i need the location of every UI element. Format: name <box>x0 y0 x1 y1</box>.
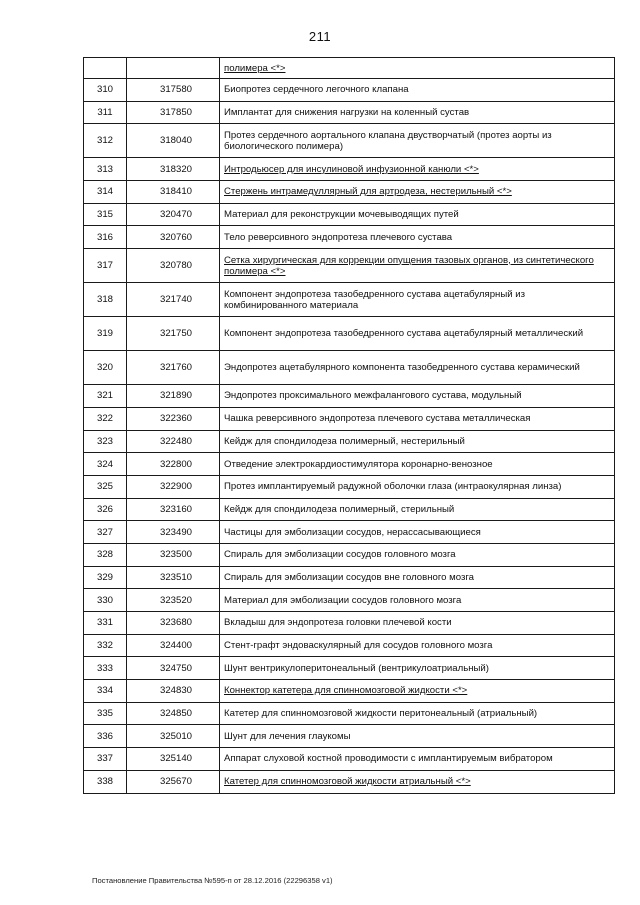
row-number-cell-text: 326 <box>96 503 113 515</box>
table-row <box>84 566 615 589</box>
row-code-cell-text: 324400 <box>159 640 192 652</box>
row-number-cell-text: 329 <box>96 571 113 583</box>
row-number-cell <box>84 589 127 612</box>
row-name-cell <box>220 453 615 476</box>
row-code-cell <box>127 770 220 793</box>
row-code-cell <box>127 702 220 725</box>
row-number-cell <box>84 101 127 124</box>
row-number-cell <box>84 407 127 430</box>
continuation-text: полимера <*> <box>224 62 286 74</box>
table-row <box>84 430 615 453</box>
row-name-cell <box>220 407 615 430</box>
row-code-cell-text: 325010 <box>159 730 192 742</box>
row-code-cell-text: 322800 <box>159 458 192 470</box>
row-name-cell <box>220 680 615 703</box>
row-number-cell-text: 324 <box>96 458 113 470</box>
row-number-cell-text: 328 <box>96 549 113 561</box>
row-name-cell-text: Стент-графт эндоваскулярный для сосудов головного мозга <box>224 640 493 652</box>
row-code-cell <box>127 498 220 521</box>
row-code-cell <box>127 249 220 283</box>
registry-table <box>83 57 615 794</box>
row-code-cell <box>127 351 220 385</box>
row-name-cell-text: Коннектор катетера для спинномозговой жидкости <*> <box>224 685 468 697</box>
row-number-cell <box>84 634 127 657</box>
row-name-cell-text: Кейдж для спондилодеза полимерный, стерильный <box>224 503 455 515</box>
row-number-cell <box>84 748 127 771</box>
row-code-cell <box>127 543 220 566</box>
row-code-cell-text: 321890 <box>159 390 192 402</box>
row-code-cell-text: 323160 <box>159 503 192 515</box>
row-code-cell <box>127 283 220 317</box>
row-code-cell <box>127 680 220 703</box>
row-name-cell <box>220 385 615 408</box>
row-number-cell <box>84 680 127 703</box>
row-name-cell-text: Катетер для спинномозговой жидкости перитонеальный (атриальный) <box>224 708 538 720</box>
row-name-cell-text: Аппарат слуховой костной проводимости с имплантируемым вибратором <box>224 753 553 765</box>
row-name-cell <box>220 203 615 226</box>
row-name-cell <box>220 430 615 453</box>
row-name-cell <box>220 283 615 317</box>
row-number-cell-text: 315 <box>96 209 113 221</box>
row-name-cell-text: Кейдж для спондилодеза полимерный, нестерильный <box>224 435 465 447</box>
row-name-cell <box>220 475 615 498</box>
row-name-cell-text: Спираль для эмболизации сосудов головного мозга <box>224 549 456 561</box>
table-row <box>84 101 615 124</box>
row-number-cell-text: 327 <box>96 526 113 538</box>
footer-text: Постановление Правительства №595-п от 28.12.2016 (22296358 v1) <box>92 876 333 885</box>
row-name-cell-text: Отведение электрокардиостимулятора коронарно-венозное <box>224 458 493 470</box>
row-code-cell <box>127 407 220 430</box>
row-name-cell <box>220 101 615 124</box>
table-row <box>84 634 615 657</box>
row-code-cell-text: 325140 <box>159 753 192 765</box>
row-number-cell <box>84 657 127 680</box>
row-name-cell-text: Компонент эндопротеза тазобедренного сустава ацетабулярный металлический <box>224 328 584 340</box>
row-number-cell-text: 337 <box>96 753 113 765</box>
row-code-cell <box>127 453 220 476</box>
row-number-cell <box>84 385 127 408</box>
row-number-cell <box>84 702 127 725</box>
row-number-cell-text: 319 <box>96 328 113 340</box>
row-code-cell <box>127 101 220 124</box>
row-code-cell-text: 324750 <box>159 662 192 674</box>
row-code-cell-text: 320780 <box>159 260 192 272</box>
row-name-cell <box>220 158 615 181</box>
table-row <box>84 612 615 635</box>
table-row <box>84 725 615 748</box>
row-number-cell <box>84 226 127 249</box>
row-number-cell <box>84 543 127 566</box>
row-code-cell-text: 322480 <box>159 435 192 447</box>
row-number-cell-text: 317 <box>96 260 113 272</box>
row-code-cell <box>127 158 220 181</box>
row-name-cell-text: Шунт для лечения глаукомы <box>224 730 351 742</box>
table-row <box>84 351 615 385</box>
row-name-cell-text: Имплантат для снижения нагрузки на коленный сустав <box>224 107 470 119</box>
row-code-cell-text: 320470 <box>159 209 192 221</box>
row-name-cell <box>220 543 615 566</box>
row-code-cell-text: 317580 <box>159 84 192 96</box>
row-code-cell-text: 324830 <box>159 685 192 697</box>
row-name-cell <box>220 498 615 521</box>
row-name-cell-text: Сетка хирургическая для коррекции опущения тазовых органов, из синтетического полимера <*> <box>224 254 594 277</box>
row-code-cell-text: 325670 <box>159 776 192 788</box>
row-number-cell-text: 320 <box>96 362 113 374</box>
row-number-cell <box>84 79 127 102</box>
row-number-cell-text: 314 <box>96 186 113 198</box>
row-name-cell-text: Материал для эмболизации сосудов головного мозга <box>224 594 462 606</box>
row-code-cell <box>127 612 220 635</box>
row-number-cell-text: 334 <box>96 685 113 697</box>
row-number-cell <box>84 430 127 453</box>
row-code-cell-text: 320760 <box>159 231 192 243</box>
table-row <box>84 385 615 408</box>
row-number-cell-text: 331 <box>96 617 113 629</box>
row-number-cell-text: 333 <box>96 662 113 674</box>
row-number-cell <box>84 725 127 748</box>
row-number-cell <box>84 203 127 226</box>
table-row <box>84 657 615 680</box>
row-code-cell-text: 323510 <box>159 571 192 583</box>
row-code-cell <box>127 566 220 589</box>
table-row <box>84 475 615 498</box>
row-name-cell-text: Спираль для эмболизации сосудов вне головного мозга <box>224 571 474 583</box>
row-number-cell <box>84 124 127 158</box>
row-code-cell-text: 321740 <box>159 294 192 306</box>
row-name-cell-text: Катетер для спинномозговой жидкости атриальный <*> <box>224 776 471 788</box>
row-name-cell <box>220 521 615 544</box>
row-code-cell <box>127 748 220 771</box>
row-code-cell <box>127 634 220 657</box>
page-number: 211 <box>308 29 332 44</box>
row-code-cell-text: 323520 <box>159 594 192 606</box>
table-row <box>84 407 615 430</box>
continuation-row <box>84 58 615 79</box>
row-code-cell <box>127 725 220 748</box>
row-number-cell-text: 336 <box>96 730 113 742</box>
row-number-cell <box>84 612 127 635</box>
table-row <box>84 748 615 771</box>
row-name-cell-text: Чашка реверсивного эндопротеза плечевого сустава металлическая <box>224 413 531 425</box>
table-row <box>84 498 615 521</box>
row-code-cell-text: 318320 <box>159 163 192 175</box>
row-number-cell <box>84 566 127 589</box>
row-number-cell <box>84 498 127 521</box>
row-name-cell <box>220 226 615 249</box>
table-row <box>84 249 615 283</box>
table-row <box>84 124 615 158</box>
continuation-name-cell <box>220 58 615 79</box>
row-number-cell-text: 338 <box>96 776 113 788</box>
table-row <box>84 589 615 612</box>
row-name-cell-text: Шунт вентрикулоперитонеальный (вентрикулоатриальный) <box>224 662 489 674</box>
row-number-cell-text: 335 <box>96 708 113 720</box>
row-name-cell <box>220 124 615 158</box>
row-code-cell <box>127 226 220 249</box>
row-name-cell-text: Эндопротез ацетабулярного компонента тазобедренного сустава керамический <box>224 362 580 374</box>
table-row <box>84 521 615 544</box>
row-name-cell <box>220 317 615 351</box>
row-name-cell <box>220 702 615 725</box>
row-name-cell <box>220 351 615 385</box>
row-number-cell-text: 321 <box>96 390 113 402</box>
row-code-cell-text: 317850 <box>159 107 192 119</box>
row-number-cell <box>84 158 127 181</box>
row-code-cell <box>127 317 220 351</box>
row-code-cell <box>127 475 220 498</box>
row-code-cell-text: 321760 <box>159 362 192 374</box>
table-row <box>84 181 615 204</box>
row-code-cell-text: 323500 <box>159 549 192 561</box>
row-name-cell-text: Тело реверсивного эндопротеза плечевого сустава <box>224 231 453 243</box>
row-name-cell <box>220 181 615 204</box>
row-name-cell <box>220 725 615 748</box>
row-number-cell <box>84 475 127 498</box>
row-name-cell-text: Протез имплантируемый радужной оболочки глаза (интраокулярная линза) <box>224 481 562 493</box>
row-code-cell <box>127 521 220 544</box>
row-name-cell-text: Стержень интрамедуллярный для артродеза, нестерильный <*> <box>224 186 512 198</box>
row-number-cell-text: 325 <box>96 481 113 493</box>
table-row <box>84 317 615 351</box>
continuation-num-cell <box>84 58 127 79</box>
row-number-cell <box>84 351 127 385</box>
row-number-cell <box>84 770 127 793</box>
row-name-cell <box>220 79 615 102</box>
row-code-cell-text: 323680 <box>159 617 192 629</box>
row-name-cell <box>220 612 615 635</box>
table-row <box>84 543 615 566</box>
row-number-cell <box>84 283 127 317</box>
row-number-cell-text: 316 <box>96 231 113 243</box>
row-number-cell-text: 310 <box>96 84 113 96</box>
row-name-cell <box>220 657 615 680</box>
row-code-cell-text: 322900 <box>159 481 192 493</box>
row-code-cell <box>127 203 220 226</box>
row-code-cell-text: 321750 <box>159 328 192 340</box>
table-row <box>84 283 615 317</box>
row-name-cell-text: Материал для реконструкции мочевыводящих путей <box>224 209 459 221</box>
row-name-cell-text: Эндопротез проксимального межфалангового сустава, модульный <box>224 390 522 402</box>
row-code-cell <box>127 79 220 102</box>
continuation-code-cell <box>127 58 220 79</box>
row-number-cell-text: 332 <box>96 640 113 652</box>
row-code-cell-text: 324850 <box>159 708 192 720</box>
registry-table-body <box>84 58 615 794</box>
row-number-cell-text: 313 <box>96 163 113 175</box>
table-row <box>84 680 615 703</box>
row-number-cell <box>84 181 127 204</box>
row-number-cell-text: 322 <box>96 413 113 425</box>
table-row <box>84 453 615 476</box>
row-code-cell-text: 318410 <box>159 186 192 198</box>
row-name-cell <box>220 634 615 657</box>
table-row <box>84 702 615 725</box>
row-name-cell-text: Вкладыш для эндопротеза головки плечевой кости <box>224 617 452 629</box>
row-code-cell-text: 323490 <box>159 526 192 538</box>
row-code-cell <box>127 430 220 453</box>
table-row <box>84 203 615 226</box>
row-number-cell-text: 323 <box>96 435 113 447</box>
row-number-cell-text: 311 <box>97 107 113 119</box>
row-number-cell-text: 318 <box>96 294 113 306</box>
row-number-cell <box>84 521 127 544</box>
row-number-cell <box>84 453 127 476</box>
row-code-cell-text: 318040 <box>159 135 192 147</box>
row-name-cell-text: Биопротез сердечного легочного клапана <box>224 84 409 96</box>
row-name-cell-text: Интродьюсер для инсулиновой инфузионной канюли <*> <box>224 163 479 175</box>
row-name-cell <box>220 589 615 612</box>
row-code-cell <box>127 385 220 408</box>
row-name-cell <box>220 748 615 771</box>
row-number-cell <box>84 317 127 351</box>
row-code-cell <box>127 589 220 612</box>
row-name-cell <box>220 770 615 793</box>
row-code-cell <box>127 124 220 158</box>
row-name-cell <box>220 566 615 589</box>
table-row <box>84 770 615 793</box>
row-number-cell-text: 330 <box>96 594 113 606</box>
row-code-cell <box>127 657 220 680</box>
row-number-cell <box>84 249 127 283</box>
table-row <box>84 79 615 102</box>
row-name-cell-text: Компонент эндопротеза тазобедренного сустава ацетабулярный из комбинированного материала <box>224 288 526 311</box>
table-row <box>84 226 615 249</box>
row-number-cell-text: 312 <box>96 135 113 147</box>
row-code-cell <box>127 181 220 204</box>
row-name-cell <box>220 249 615 283</box>
row-name-cell-text: Частицы для эмболизации сосудов, нерассасывающиеся <box>224 526 481 538</box>
row-name-cell-text: Протез сердечного аортального клапана двустворчатый (протез аорты из биологического полимера) <box>224 129 552 152</box>
table-row <box>84 158 615 181</box>
row-code-cell-text: 322360 <box>159 413 192 425</box>
